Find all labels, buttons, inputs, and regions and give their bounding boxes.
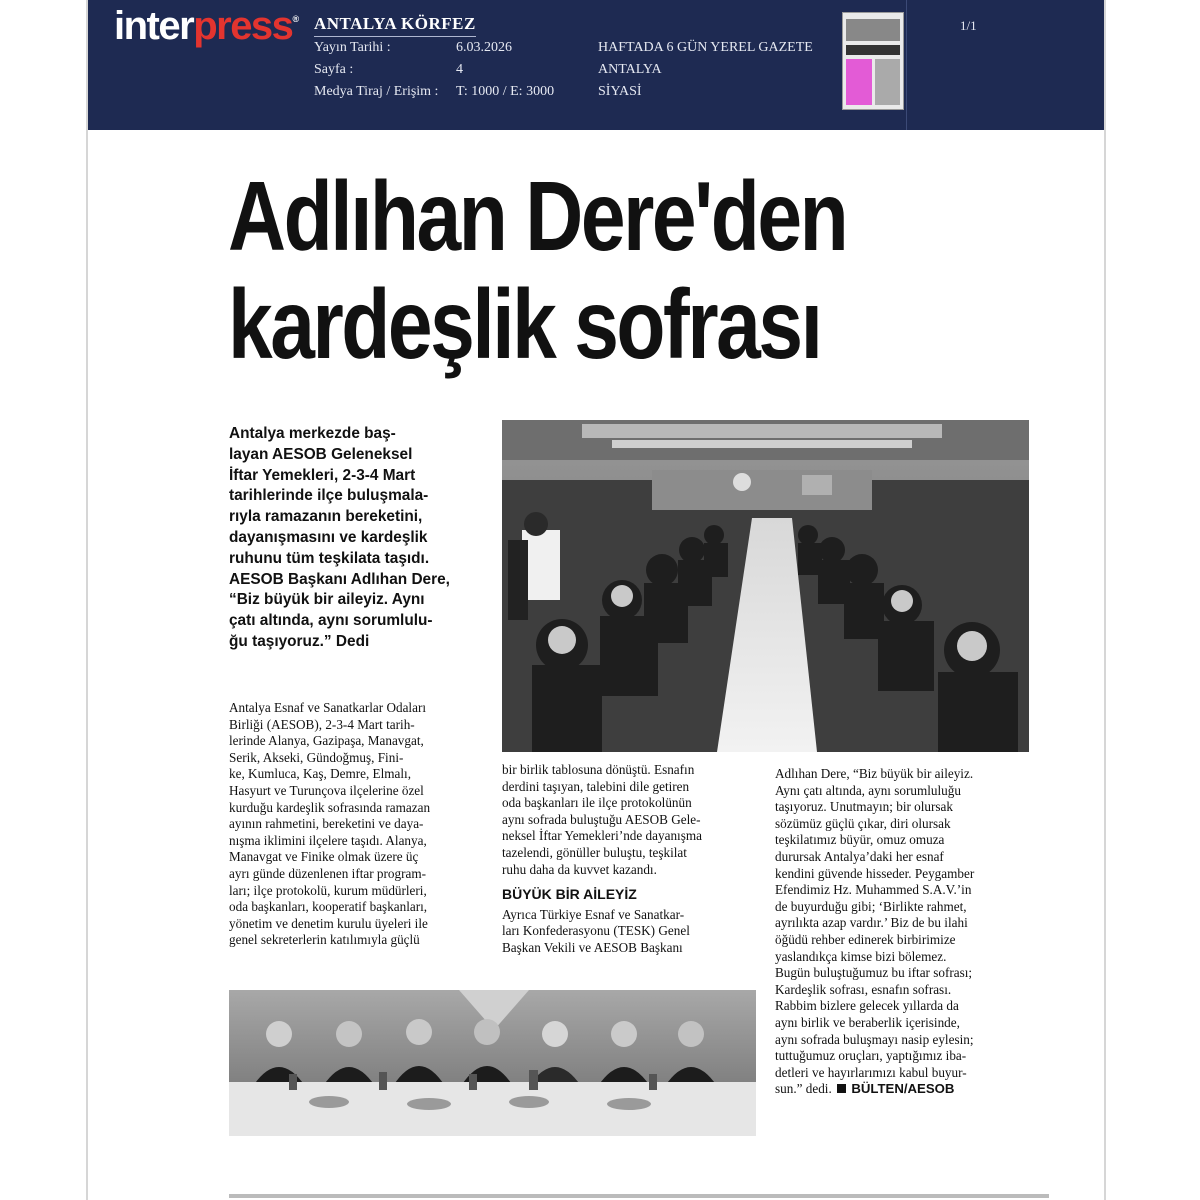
article-signature: BÜLTEN/AESOB — [851, 1081, 955, 1097]
body-line: Ayrıca Türkiye Esnaf ve Sanatkar- — [502, 906, 685, 922]
body-line: oda başkanları, kooperatif başkanları, — [229, 899, 428, 915]
officials-table-photo — [229, 990, 756, 1136]
body-line: Rabbim bizlere gelecek yıllarda da — [775, 998, 959, 1014]
body-line: Bugün buluştuğumuz bu iftar sofrası; — [775, 965, 973, 981]
body-line: ayının rahmetini, bereketini ve daya- — [229, 816, 424, 832]
publication-name: ANTALYA KÖRFEZ — [314, 14, 476, 37]
article-headline — [228, 162, 900, 378]
logo-text-press: press — [193, 4, 293, 48]
category-text: SİYASİ — [598, 84, 642, 99]
body-line: oda başkanları ile ilçe protokolünün — [502, 795, 692, 811]
lead-line: dayanışmasını ve kardeşlik — [229, 528, 428, 546]
body-line: tuttuğumuz oruçları, yaptığımız iba- — [775, 1048, 967, 1064]
lead-line: ğu taşıyoruz.” Dedi — [229, 632, 370, 650]
article-subheading: BÜYÜK BİR AİLEYİZ — [502, 886, 637, 903]
body-line: Birliği (AESOB), 2-3-4 Mart tarih- — [229, 716, 415, 732]
body-line: taşıyoruz. Unutmayın; bir olursak — [775, 799, 953, 815]
article-column-3 — [775, 766, 974, 1098]
body-line: teşkilatımız büyür, omuz omuza — [775, 832, 945, 848]
header-divider — [906, 0, 907, 130]
lead-line: çatı altında, aynı sorumlulu- — [229, 612, 433, 630]
frequency-text: HAFTADA 6 GÜN YEREL GAZETE — [598, 40, 813, 55]
body-line: neksel İftar Yemekleri’nde dayanışma — [502, 828, 702, 844]
city-text: ANTALYA — [598, 62, 662, 77]
body-line: sözümüz güçlü çıkar, diri olursak — [775, 815, 951, 831]
circulation-value: T: 1000 / E: 3000 — [456, 84, 555, 99]
article-column-1 — [229, 700, 430, 949]
page-value: 4 — [456, 62, 463, 77]
iftar-dinner-photo — [502, 420, 1029, 752]
body-line: aynı sofrada buluştuğu AESOB Gele- — [502, 811, 701, 827]
body-line: ruhu daha da kuvvet kazandı. — [502, 861, 657, 877]
bottom-rule — [229, 1194, 1049, 1198]
body-line: Serik, Akseki, Gündoğmuş, Fini- — [229, 749, 404, 765]
body-line: Antalya Esnaf ve Sanatkarlar Odaları — [229, 700, 426, 715]
square-bullet-icon — [837, 1084, 846, 1093]
page-edge-right — [1104, 0, 1106, 1200]
body-line: ları; ilçe protokolü, kurum müdürleri, — [229, 882, 427, 898]
body-line: Kardeşlik sofrası, esnafın sofrası. — [775, 981, 952, 997]
body-line: Hasyurt ve Turunçova ilçelerine özel — [229, 782, 424, 798]
date-label: Yayın Tarihi : — [314, 40, 391, 55]
logo-registered-mark: ® — [292, 14, 298, 24]
body-line: ke, Kumluca, Kaş, Demre, Elmalı, — [229, 766, 412, 782]
lead-line: layan AESOB Geleneksel — [229, 445, 413, 463]
body-line: aynı birlik ve beraberlik içerisinde, — [775, 1014, 960, 1030]
lead-line: ruhunu tüm teşkilata taşıdı. — [229, 549, 430, 567]
body-line: Aynı çatı altında, aynı sorumluluğu — [775, 782, 961, 798]
circulation-label: Medya Tiraj / Erişim : — [314, 84, 439, 99]
body-line: bir birlik tablosuna dönüştü. Esnafın — [502, 762, 695, 777]
body-line: kendini güvende hisseder. Peygamber — [775, 865, 975, 881]
body-line: de buyurduğu gibi; ‘Birlikte rahmet, — [775, 898, 967, 914]
body-line: yaslandıkça kimse bizi bölemez. — [775, 948, 947, 964]
date-value: 6.03.2026 — [456, 40, 512, 55]
body-line: genel sekreterlerin katılımıyla güçlü — [229, 932, 420, 948]
body-line: detleri ve hayırlarımızı kabul buyur- — [775, 1064, 967, 1080]
page-edge-left — [86, 0, 88, 1200]
lead-line: İftar Yemekleri, 2-3-4 Mart — [229, 466, 416, 484]
interpress-logo — [114, 4, 298, 49]
page-label: Sayfa : — [314, 62, 354, 77]
logo-text-inter: inter — [114, 4, 194, 48]
lead-line: “Biz büyük bir aileyiz. Aynı — [229, 591, 425, 609]
closing-line — [775, 1081, 974, 1098]
headline-line-2: kardeşlik sofrası — [228, 269, 821, 379]
body-line: aynı sofrada buluşmayı nasip eylesin; — [775, 1031, 974, 1047]
page-thumbnail[interactable] — [842, 12, 904, 110]
closing-text: sun.” dedi. — [775, 1081, 832, 1097]
article-lead — [229, 424, 491, 653]
body-line: yönetim ve denetim kurulu üyeleri ile — [229, 915, 428, 931]
body-line: Adlıhan Dere, “Biz büyük bir aileyiz. — [775, 766, 974, 781]
body-line: kurduğu kardeşlik sofrasında ramazan — [229, 799, 431, 815]
lead-line: Antalya merkezde baş- — [229, 425, 396, 442]
body-line: nışma iklimini ilçelere taşıdı. Alanya, — [229, 832, 427, 848]
body-line: öğüdü rehber edinerek birbirimize — [775, 931, 956, 947]
headline-line-1: Adlıhan Dere'den — [228, 161, 847, 271]
lead-line: rıyla ramazanın bereketini, — [229, 508, 423, 526]
body-line: Efendimiz Hz. Muhammed S.A.V.’in — [775, 882, 972, 898]
clipping-header — [88, 0, 1104, 130]
body-line: durursak Antalya’daki her esnaf — [775, 848, 944, 864]
body-line: lerinde Alanya, Gazipaşa, Manavgat, — [229, 733, 424, 749]
page-count: 1/1 — [960, 18, 977, 33]
body-line: ayrılıkta azap vardır.’ Biz de bu ilahi — [775, 915, 968, 931]
article-column-2 — [502, 762, 702, 957]
body-line: derdini taşıyan, talebini dile getiren — [502, 778, 690, 794]
body-line: ayrı günde düzenlenen iftar program- — [229, 865, 426, 881]
lead-line: tarihlerinde ilçe buluşmala- — [229, 487, 429, 505]
lead-line: AESOB Başkanı Adlıhan Dere, — [229, 570, 450, 588]
body-line: tazelendi, gönüller buluştu, teşkilat — [502, 844, 687, 860]
body-line: Manavgat ve Finike olmak üzere üç — [229, 849, 419, 865]
body-line: ları Konfederasyonu (TESK) Genel — [502, 923, 690, 939]
body-line: Başkan Vekili ve AESOB Başkanı — [502, 939, 683, 955]
